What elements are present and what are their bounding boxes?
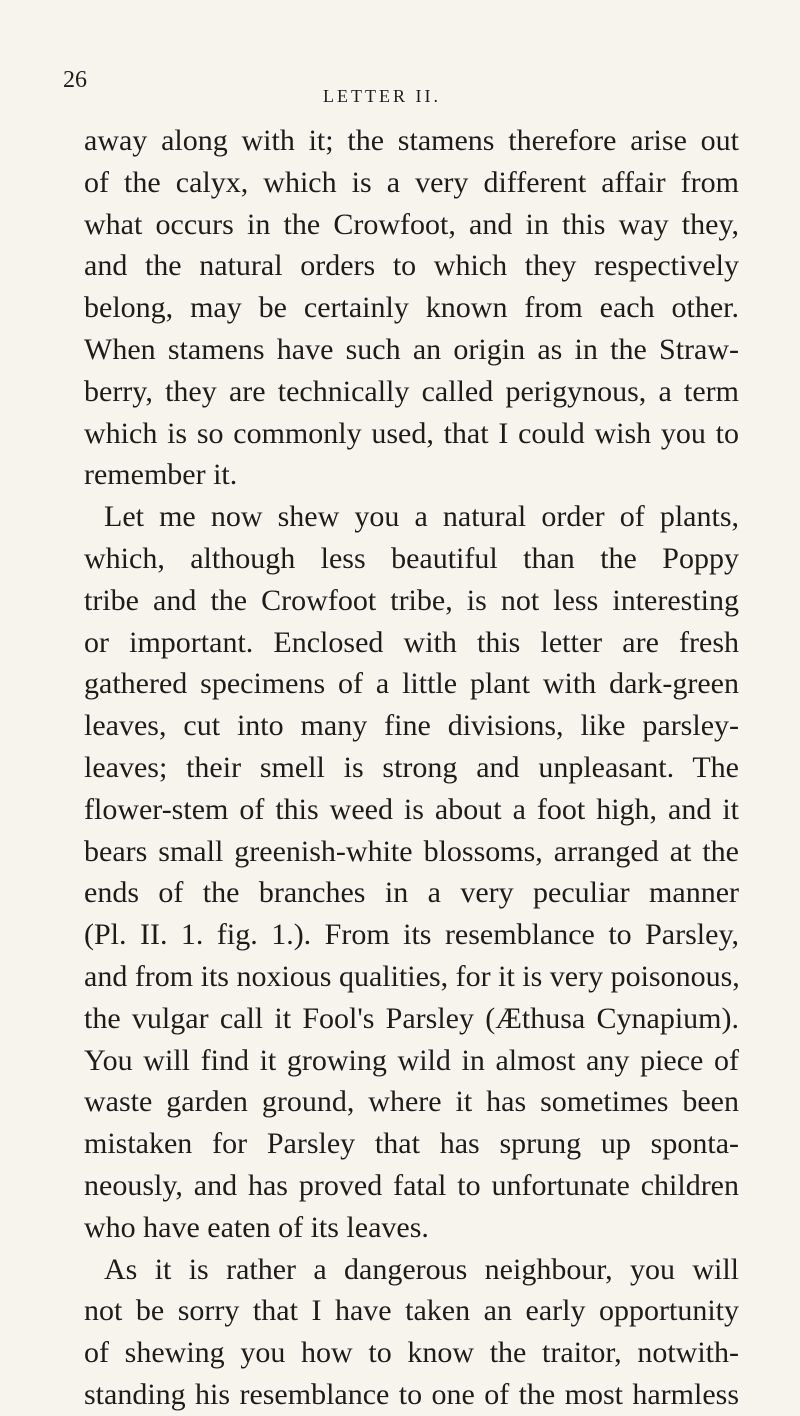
text-line: gathered specimens of a little plant with dark-green <box>84 667 739 701</box>
text-line: which is so commonly used, that I could wish you to <box>84 416 739 450</box>
text-line: or important. Enclosed with this letter are fresh <box>84 625 739 659</box>
text-line: mistaken for Parsley that has sprung up sponta- <box>84 1127 739 1161</box>
page-number: 26 <box>63 67 87 93</box>
text-line: When stamens have such an origin as in the Straw- <box>84 332 739 366</box>
text-line: leaves; their smell is strong and unpleasant. The <box>84 750 739 784</box>
text-line: belong, may be certainly known from each other. <box>84 291 739 325</box>
text-line: the vulgar call it Fool's Parsley (Æthusa Cynapium). <box>84 1001 739 1035</box>
text-line: waste garden ground, where it has sometimes been <box>84 1085 739 1119</box>
text-line: which, although less beautiful than the Poppy <box>84 541 739 575</box>
text-line: (Pl. II. 1. fig. 1.). From its resemblance to Parsley, <box>84 918 739 952</box>
text-line: You will find it growing wild in almost any piece of <box>84 1043 739 1077</box>
text-line: berry, they are technically called perigynous, a term <box>84 374 739 408</box>
text-line: away along with it; the stamens therefore arise out <box>84 124 739 157</box>
text-line: who have eaten of its leaves. <box>84 1210 429 1244</box>
text-line: tribe and the Crowfoot tribe, is not less interesting <box>84 583 739 617</box>
running-head: LETTER II. <box>323 86 441 106</box>
text-line: and from its noxious qualities, for it is very poisonous, <box>84 959 740 993</box>
text-line: standing his resemblance to one of the most harmless <box>84 1377 739 1411</box>
text-line: not be sorry that I have taken an early opportunity <box>84 1294 739 1328</box>
text-line: bears small greenish-white blossoms, arranged at the <box>84 834 739 868</box>
text-line: leaves, cut into many fine divisions, like parsley- <box>84 709 739 743</box>
text-line: As it is rather a dangerous neighbour, you will <box>104 1252 739 1286</box>
text-line: and the natural orders to which they respectively <box>84 249 739 283</box>
text-line: neously, and has proved fatal to unfortunate children <box>84 1168 739 1202</box>
text-line: ends of the branches in a very peculiar manner <box>84 876 739 910</box>
text-line: remember it. <box>84 458 238 492</box>
text-line: Let me now shew you a natural order of plants, <box>104 500 739 534</box>
text-line: flower-stem of this weed is about a foot high, and it <box>84 792 739 826</box>
text-line: what occurs in the Crowfoot, and in this way they, <box>84 207 739 241</box>
text-line: of shewing you how to know the traitor, notwith- <box>84 1336 739 1370</box>
body-text <box>84 120 739 1416</box>
text-line: of the calyx, which is a very different affair from <box>84 165 739 199</box>
